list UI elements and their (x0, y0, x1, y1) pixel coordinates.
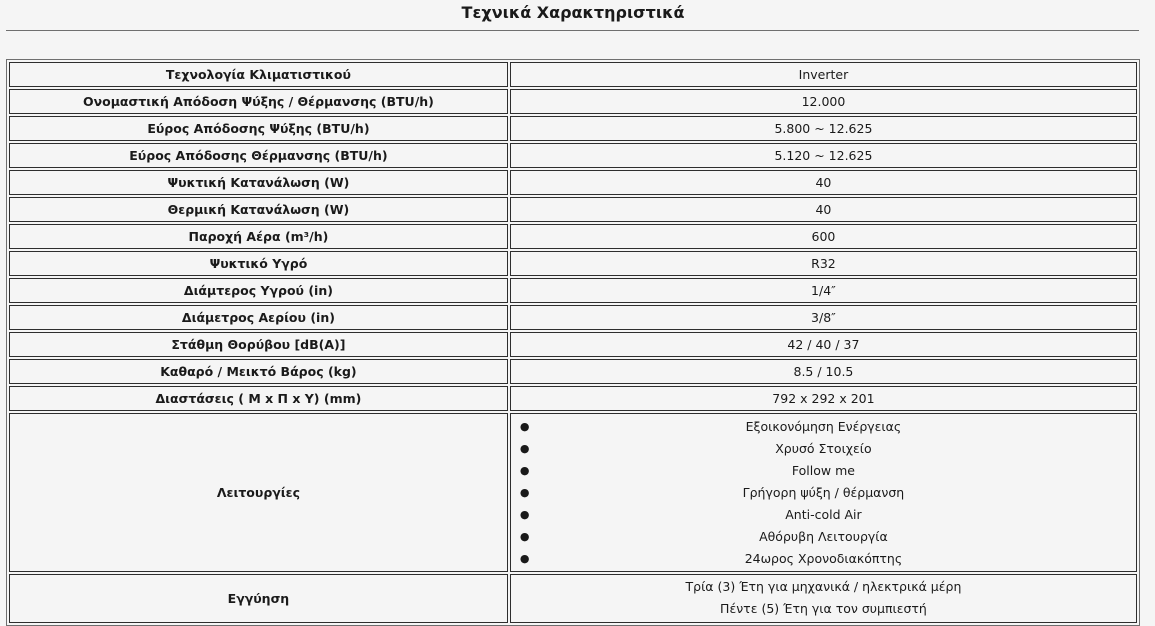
bullet-icon: ● (519, 508, 530, 521)
spec-label: Τεχνολογία Κλιματιστικού (9, 62, 508, 87)
spec-label: Διάμτερος Υγρού (in) (9, 278, 508, 303)
spec-value: 40 (510, 197, 1137, 222)
table-row (9, 89, 1137, 114)
spec-value: 40 (510, 170, 1137, 195)
spec-value: 600 (510, 224, 1137, 249)
spec-value: 5.120 ~ 12.625 (510, 143, 1137, 168)
functions-label: Λειτουργίες (9, 413, 508, 572)
spec-value: 8.5 / 10.5 (510, 359, 1137, 384)
spec-value: 5.800 ~ 12.625 (510, 116, 1137, 141)
functions-list (511, 414, 1136, 571)
list-item (511, 416, 1136, 438)
bullet-icon: ● (519, 420, 530, 433)
list-item (511, 526, 1136, 548)
table-row (9, 332, 1137, 357)
bullet-icon: ● (519, 442, 530, 455)
warranty-line: Τρία (3) Έτη για μηχανικά / ηλεκτρικά μέρη (685, 579, 962, 594)
table-row (9, 170, 1137, 195)
function-text: 24ωρος Χρονοδιακόπτης (744, 551, 903, 566)
spec-label: Εύρος Απόδοσης Θέρμανσης (BTU/h) (9, 143, 508, 168)
table-row (9, 278, 1137, 303)
spec-value: 12.000 (510, 89, 1137, 114)
warranty-row (9, 574, 1137, 623)
spec-value: 3/8″ (510, 305, 1137, 330)
title-divider (6, 30, 1139, 31)
spec-label: Ονομαστική Απόδοση Ψύξης / Θέρμανσης (BTU/h) (9, 89, 508, 114)
spec-label: Θερμική Κατανάλωση (W) (9, 197, 508, 222)
warranty-lines (511, 575, 1136, 622)
functions-cell (510, 413, 1137, 572)
specs-table (6, 59, 1140, 626)
spec-label: Διάμετρος Αερίου (in) (9, 305, 508, 330)
page-title: Τεχνικά Χαρακτηριστικά (461, 3, 685, 22)
bullet-icon: ● (519, 552, 530, 565)
function-text: Γρήγορη ψύξη / θέρμανση (742, 485, 905, 500)
list-item (511, 482, 1136, 504)
spec-label: Ψυκτικό Υγρό (9, 251, 508, 276)
function-text: Εξοικονόμηση Ενέργειας (745, 419, 902, 434)
bullet-icon: ● (519, 530, 530, 543)
table-row (9, 62, 1137, 87)
spec-value: R32 (510, 251, 1137, 276)
list-item (511, 460, 1136, 482)
spec-value: 42 / 40 / 37 (510, 332, 1137, 357)
bullet-icon: ● (519, 464, 530, 477)
list-item (511, 438, 1136, 460)
bullet-icon: ● (519, 486, 530, 499)
function-text: Follow me (791, 463, 855, 478)
table-row (9, 116, 1137, 141)
table-row (9, 386, 1137, 411)
table-row (9, 251, 1137, 276)
spec-label: Στάθμη Θορύβου [dB(A)] (9, 332, 508, 357)
table-row (9, 224, 1137, 249)
list-item (511, 504, 1136, 526)
spec-value: 792 x 292 x 201 (510, 386, 1137, 411)
specs-table-body (9, 62, 1137, 623)
spec-value: 1/4″ (510, 278, 1137, 303)
warranty-cell (510, 574, 1137, 623)
functions-row (9, 413, 1137, 572)
function-text: Χρυσό Στοιχείο (775, 441, 872, 456)
spec-label: Διαστάσεις ( Μ x Π x Υ) (mm) (9, 386, 508, 411)
spec-label: Ψυκτική Κατανάλωση (W) (9, 170, 508, 195)
table-row (9, 143, 1137, 168)
list-item (511, 548, 1136, 570)
table-row (9, 197, 1137, 222)
warranty-line: Πέντε (5) Έτη για τον συμπιεστή (720, 601, 927, 616)
function-text: Αθόρυβη Λειτουργία (759, 529, 888, 544)
warranty-label: Εγγύηση (9, 574, 508, 623)
spec-label: Εύρος Απόδοσης Ψύξης (BTU/h) (9, 116, 508, 141)
spec-label: Παροχή Αέρα (m³/h) (9, 224, 508, 249)
table-row (9, 359, 1137, 384)
function-text: Anti-cold Air (785, 507, 862, 522)
spec-value: Inverter (510, 62, 1137, 87)
table-row (9, 305, 1137, 330)
spec-label: Καθαρό / Μεικτό Βάρος (kg) (9, 359, 508, 384)
